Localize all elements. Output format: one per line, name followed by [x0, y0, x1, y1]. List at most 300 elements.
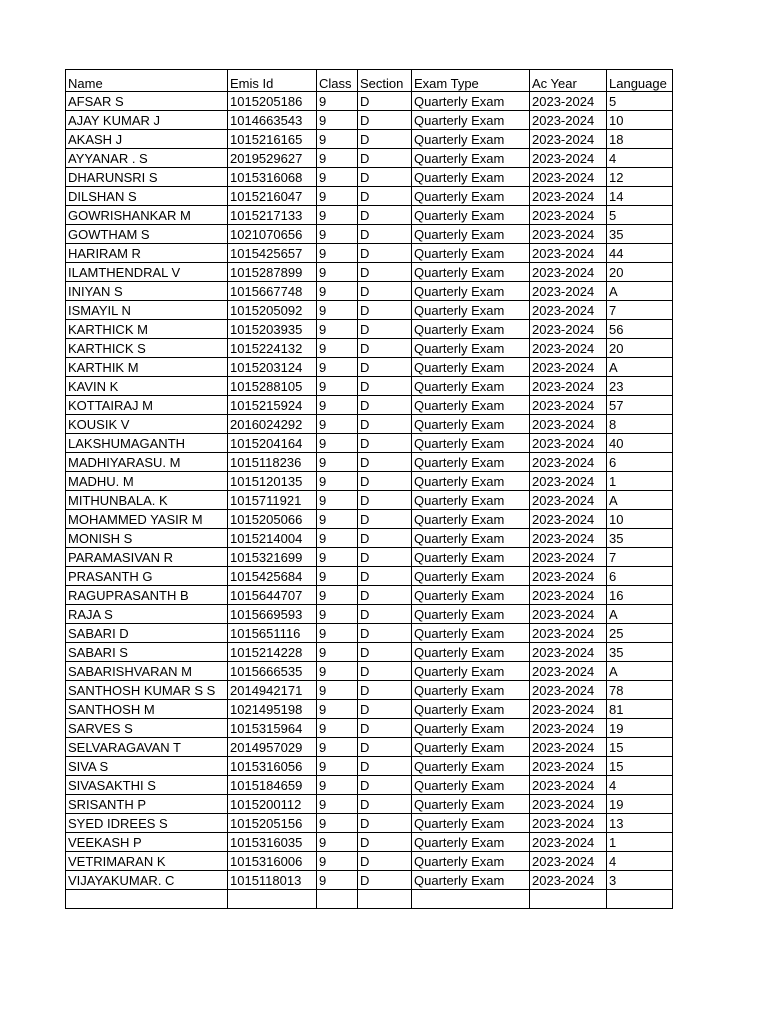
blank-cell [317, 890, 358, 909]
blank-row [66, 890, 673, 909]
cell-language: 20 [607, 339, 673, 358]
cell-exam-type: Quarterly Exam [412, 263, 530, 282]
table-row [66, 548, 673, 567]
column-header-section: Section [358, 70, 412, 92]
cell-class: 9 [317, 187, 358, 206]
cell-ac-year: 2023-2024 [530, 567, 607, 586]
cell-section: D [358, 263, 412, 282]
cell-class: 9 [317, 320, 358, 339]
cell-emis-id: 1015316068 [228, 168, 317, 187]
cell-emis-id: 1015425657 [228, 244, 317, 263]
cell-section: D [358, 358, 412, 377]
cell-ac-year: 2023-2024 [530, 643, 607, 662]
cell-ac-year: 2023-2024 [530, 662, 607, 681]
cell-exam-type: Quarterly Exam [412, 396, 530, 415]
table-row [66, 244, 673, 263]
cell-name: VEEKASH P [66, 833, 228, 852]
cell-emis-id: 1015315964 [228, 719, 317, 738]
cell-section: D [358, 814, 412, 833]
cell-emis-id: 1015214004 [228, 529, 317, 548]
cell-section: D [358, 472, 412, 491]
cell-exam-type: Quarterly Exam [412, 776, 530, 795]
cell-class: 9 [317, 548, 358, 567]
cell-class: 9 [317, 168, 358, 187]
cell-name: SIVA S [66, 757, 228, 776]
cell-section: D [358, 168, 412, 187]
cell-exam-type: Quarterly Exam [412, 92, 530, 111]
cell-language: 78 [607, 681, 673, 700]
cell-language: A [607, 282, 673, 301]
cell-class: 9 [317, 396, 358, 415]
cell-language: 15 [607, 757, 673, 776]
cell-section: D [358, 453, 412, 472]
cell-class: 9 [317, 263, 358, 282]
cell-exam-type: Quarterly Exam [412, 491, 530, 510]
cell-exam-type: Quarterly Exam [412, 586, 530, 605]
cell-class: 9 [317, 586, 358, 605]
cell-exam-type: Quarterly Exam [412, 320, 530, 339]
cell-class: 9 [317, 111, 358, 130]
cell-emis-id: 1015215924 [228, 396, 317, 415]
cell-emis-id: 1015205092 [228, 301, 317, 320]
cell-name: ISMAYIL N [66, 301, 228, 320]
cell-section: D [358, 282, 412, 301]
column-header-exam-type: Exam Type [412, 70, 530, 92]
cell-emis-id: 1015316035 [228, 833, 317, 852]
cell-section: D [358, 377, 412, 396]
cell-class: 9 [317, 814, 358, 833]
table-row [66, 92, 673, 111]
cell-ac-year: 2023-2024 [530, 852, 607, 871]
cell-class: 9 [317, 643, 358, 662]
cell-name: SYED IDREES S [66, 814, 228, 833]
cell-language: 81 [607, 700, 673, 719]
table-row [66, 776, 673, 795]
cell-ac-year: 2023-2024 [530, 187, 607, 206]
cell-section: D [358, 396, 412, 415]
cell-language: 35 [607, 643, 673, 662]
cell-section: D [358, 776, 412, 795]
table-row [66, 567, 673, 586]
cell-emis-id: 1015287899 [228, 263, 317, 282]
cell-ac-year: 2023-2024 [530, 795, 607, 814]
cell-section: D [358, 548, 412, 567]
cell-name: GOWTHAM S [66, 225, 228, 244]
cell-section: D [358, 225, 412, 244]
table-row [66, 871, 673, 890]
cell-language: 12 [607, 168, 673, 187]
cell-ac-year: 2023-2024 [530, 491, 607, 510]
table-row [66, 510, 673, 529]
cell-emis-id: 1015644707 [228, 586, 317, 605]
cell-class: 9 [317, 510, 358, 529]
cell-exam-type: Quarterly Exam [412, 358, 530, 377]
cell-section: D [358, 567, 412, 586]
cell-section: D [358, 795, 412, 814]
cell-section: D [358, 624, 412, 643]
cell-language: A [607, 491, 673, 510]
cell-name: KOUSIK V [66, 415, 228, 434]
cell-ac-year: 2023-2024 [530, 871, 607, 890]
cell-language: A [607, 662, 673, 681]
cell-emis-id: 1015214228 [228, 643, 317, 662]
cell-exam-type: Quarterly Exam [412, 206, 530, 225]
cell-language: 13 [607, 814, 673, 833]
table-row [66, 586, 673, 605]
cell-exam-type: Quarterly Exam [412, 187, 530, 206]
cell-name: PRASANTH G [66, 567, 228, 586]
cell-ac-year: 2023-2024 [530, 776, 607, 795]
cell-class: 9 [317, 453, 358, 472]
cell-name: PARAMASIVAN R [66, 548, 228, 567]
cell-exam-type: Quarterly Exam [412, 567, 530, 586]
cell-emis-id: 1015711921 [228, 491, 317, 510]
cell-language: 19 [607, 795, 673, 814]
cell-class: 9 [317, 282, 358, 301]
cell-exam-type: Quarterly Exam [412, 795, 530, 814]
cell-name: LAKSHUMAGANTH [66, 434, 228, 453]
cell-ac-year: 2023-2024 [530, 111, 607, 130]
cell-language: 4 [607, 776, 673, 795]
cell-ac-year: 2023-2024 [530, 434, 607, 453]
cell-emis-id: 1015669593 [228, 605, 317, 624]
cell-emis-id: 2016024292 [228, 415, 317, 434]
table-row [66, 225, 673, 244]
marks-table [65, 69, 673, 909]
cell-language: 57 [607, 396, 673, 415]
blank-cell [66, 890, 228, 909]
cell-class: 9 [317, 757, 358, 776]
cell-section: D [358, 149, 412, 168]
cell-ac-year: 2023-2024 [530, 149, 607, 168]
cell-exam-type: Quarterly Exam [412, 434, 530, 453]
cell-emis-id: 2014957029 [228, 738, 317, 757]
cell-name: SABARISHVARAN M [66, 662, 228, 681]
cell-exam-type: Quarterly Exam [412, 510, 530, 529]
cell-class: 9 [317, 624, 358, 643]
cell-language: 4 [607, 852, 673, 871]
cell-ac-year: 2023-2024 [530, 206, 607, 225]
cell-class: 9 [317, 92, 358, 111]
cell-exam-type: Quarterly Exam [412, 643, 530, 662]
cell-section: D [358, 605, 412, 624]
table-row [66, 605, 673, 624]
cell-language: 4 [607, 149, 673, 168]
table-row [66, 700, 673, 719]
cell-name: SRISANTH P [66, 795, 228, 814]
table-row [66, 396, 673, 415]
cell-emis-id: 1015425684 [228, 567, 317, 586]
cell-emis-id: 1015316056 [228, 757, 317, 776]
cell-language: 16 [607, 586, 673, 605]
cell-ac-year: 2023-2024 [530, 472, 607, 491]
cell-ac-year: 2023-2024 [530, 624, 607, 643]
cell-class: 9 [317, 567, 358, 586]
cell-emis-id: 1015184659 [228, 776, 317, 795]
cell-section: D [358, 852, 412, 871]
table-row [66, 301, 673, 320]
column-header-name: Name [66, 70, 228, 92]
cell-section: D [358, 681, 412, 700]
table-row [66, 833, 673, 852]
cell-name: SIVASAKTHI S [66, 776, 228, 795]
cell-exam-type: Quarterly Exam [412, 282, 530, 301]
cell-exam-type: Quarterly Exam [412, 244, 530, 263]
cell-exam-type: Quarterly Exam [412, 605, 530, 624]
cell-name: SANTHOSH KUMAR S S [66, 681, 228, 700]
cell-exam-type: Quarterly Exam [412, 681, 530, 700]
cell-emis-id: 1021495198 [228, 700, 317, 719]
cell-language: A [607, 605, 673, 624]
cell-name: INIYAN S [66, 282, 228, 301]
cell-section: D [358, 491, 412, 510]
cell-language: 10 [607, 111, 673, 130]
cell-ac-year: 2023-2024 [530, 700, 607, 719]
cell-language: 18 [607, 130, 673, 149]
cell-ac-year: 2023-2024 [530, 586, 607, 605]
header-row [66, 70, 673, 92]
cell-ac-year: 2023-2024 [530, 605, 607, 624]
cell-emis-id: 1015651116 [228, 624, 317, 643]
cell-class: 9 [317, 206, 358, 225]
cell-name: MOHAMMED YASIR M [66, 510, 228, 529]
cell-class: 9 [317, 871, 358, 890]
cell-emis-id: 1015118236 [228, 453, 317, 472]
cell-class: 9 [317, 700, 358, 719]
cell-name: GOWRISHANKAR M [66, 206, 228, 225]
cell-language: 14 [607, 187, 673, 206]
cell-name: MONISH S [66, 529, 228, 548]
table-row [66, 529, 673, 548]
cell-language: 35 [607, 529, 673, 548]
cell-language: 19 [607, 719, 673, 738]
cell-language: 15 [607, 738, 673, 757]
cell-class: 9 [317, 795, 358, 814]
table-row [66, 339, 673, 358]
cell-language: 7 [607, 548, 673, 567]
cell-name: KARTHIK M [66, 358, 228, 377]
cell-ac-year: 2023-2024 [530, 377, 607, 396]
cell-section: D [358, 301, 412, 320]
cell-class: 9 [317, 339, 358, 358]
cell-emis-id: 1015205156 [228, 814, 317, 833]
cell-section: D [358, 700, 412, 719]
cell-language: 40 [607, 434, 673, 453]
cell-class: 9 [317, 776, 358, 795]
cell-ac-year: 2023-2024 [530, 681, 607, 700]
cell-section: D [358, 92, 412, 111]
cell-name: SANTHOSH M [66, 700, 228, 719]
cell-language: 8 [607, 415, 673, 434]
cell-name: KARTHICK M [66, 320, 228, 339]
table-body [66, 92, 673, 909]
table-row [66, 814, 673, 833]
cell-exam-type: Quarterly Exam [412, 130, 530, 149]
table-row [66, 852, 673, 871]
cell-class: 9 [317, 681, 358, 700]
cell-exam-type: Quarterly Exam [412, 111, 530, 130]
cell-class: 9 [317, 491, 358, 510]
cell-ac-year: 2023-2024 [530, 719, 607, 738]
cell-name: SABARI D [66, 624, 228, 643]
cell-emis-id: 1015204164 [228, 434, 317, 453]
cell-exam-type: Quarterly Exam [412, 662, 530, 681]
table-row [66, 757, 673, 776]
cell-exam-type: Quarterly Exam [412, 149, 530, 168]
cell-language: 1 [607, 472, 673, 491]
cell-section: D [358, 187, 412, 206]
cell-ac-year: 2023-2024 [530, 510, 607, 529]
cell-exam-type: Quarterly Exam [412, 168, 530, 187]
cell-ac-year: 2023-2024 [530, 396, 607, 415]
cell-name: MADHIYARASU. M [66, 453, 228, 472]
cell-exam-type: Quarterly Exam [412, 377, 530, 396]
cell-emis-id: 1015120135 [228, 472, 317, 491]
table-row [66, 187, 673, 206]
cell-name: AFSAR S [66, 92, 228, 111]
cell-name: KAVIN K [66, 377, 228, 396]
cell-emis-id: 1015205186 [228, 92, 317, 111]
cell-section: D [358, 510, 412, 529]
cell-emis-id: 1015666535 [228, 662, 317, 681]
cell-exam-type: Quarterly Exam [412, 339, 530, 358]
table-row [66, 472, 673, 491]
cell-name: RAGUPRASANTH B [66, 586, 228, 605]
cell-class: 9 [317, 415, 358, 434]
cell-language: 6 [607, 453, 673, 472]
blank-cell [530, 890, 607, 909]
cell-emis-id: 1015205066 [228, 510, 317, 529]
cell-emis-id: 1015200112 [228, 795, 317, 814]
cell-name: KOTTAIRAJ M [66, 396, 228, 415]
cell-class: 9 [317, 719, 358, 738]
cell-ac-year: 2023-2024 [530, 548, 607, 567]
cell-emis-id: 1021070656 [228, 225, 317, 244]
cell-language: 10 [607, 510, 673, 529]
table-row [66, 282, 673, 301]
cell-emis-id: 1015118013 [228, 871, 317, 890]
table-row [66, 206, 673, 225]
cell-class: 9 [317, 434, 358, 453]
cell-emis-id: 1015321699 [228, 548, 317, 567]
cell-ac-year: 2023-2024 [530, 225, 607, 244]
cell-section: D [358, 833, 412, 852]
cell-ac-year: 2023-2024 [530, 757, 607, 776]
cell-language: A [607, 358, 673, 377]
blank-cell [228, 890, 317, 909]
cell-section: D [358, 339, 412, 358]
cell-emis-id: 1015224132 [228, 339, 317, 358]
cell-emis-id: 1015667748 [228, 282, 317, 301]
cell-language: 35 [607, 225, 673, 244]
column-header-ac-year: Ac Year [530, 70, 607, 92]
cell-section: D [358, 111, 412, 130]
cell-emis-id: 1015216165 [228, 130, 317, 149]
table-row [66, 263, 673, 282]
cell-name: MITHUNBALA. K [66, 491, 228, 510]
cell-language: 7 [607, 301, 673, 320]
column-header-emis-id: Emis Id [228, 70, 317, 92]
table-row [66, 434, 673, 453]
cell-section: D [358, 244, 412, 263]
table-row [66, 130, 673, 149]
cell-language: 25 [607, 624, 673, 643]
cell-language: 56 [607, 320, 673, 339]
cell-ac-year: 2023-2024 [530, 358, 607, 377]
table-row [66, 719, 673, 738]
cell-name: SARVES S [66, 719, 228, 738]
cell-ac-year: 2023-2024 [530, 282, 607, 301]
cell-section: D [358, 757, 412, 776]
cell-name: KARTHICK S [66, 339, 228, 358]
cell-ac-year: 2023-2024 [530, 301, 607, 320]
cell-exam-type: Quarterly Exam [412, 871, 530, 890]
cell-ac-year: 2023-2024 [530, 339, 607, 358]
table-row [66, 643, 673, 662]
cell-class: 9 [317, 472, 358, 491]
cell-exam-type: Quarterly Exam [412, 529, 530, 548]
blank-cell [607, 890, 673, 909]
cell-class: 9 [317, 377, 358, 396]
cell-exam-type: Quarterly Exam [412, 757, 530, 776]
cell-ac-year: 2023-2024 [530, 453, 607, 472]
cell-emis-id: 2014942171 [228, 681, 317, 700]
cell-ac-year: 2023-2024 [530, 415, 607, 434]
cell-ac-year: 2023-2024 [530, 814, 607, 833]
cell-class: 9 [317, 301, 358, 320]
cell-language: 5 [607, 206, 673, 225]
cell-emis-id: 1014663543 [228, 111, 317, 130]
cell-section: D [358, 719, 412, 738]
cell-name: ILAMTHENDRAL V [66, 263, 228, 282]
cell-section: D [358, 662, 412, 681]
table-row [66, 662, 673, 681]
cell-language: 6 [607, 567, 673, 586]
cell-emis-id: 1015216047 [228, 187, 317, 206]
cell-class: 9 [317, 852, 358, 871]
cell-emis-id: 1015203124 [228, 358, 317, 377]
cell-class: 9 [317, 149, 358, 168]
cell-language: 44 [607, 244, 673, 263]
cell-ac-year: 2023-2024 [530, 130, 607, 149]
cell-name: VIJAYAKUMAR. C [66, 871, 228, 890]
cell-name: SABARI S [66, 643, 228, 662]
table-row [66, 358, 673, 377]
cell-section: D [358, 434, 412, 453]
cell-name: SELVARAGAVAN T [66, 738, 228, 757]
cell-name: MADHU. M [66, 472, 228, 491]
cell-emis-id: 1015217133 [228, 206, 317, 225]
cell-language: 5 [607, 92, 673, 111]
table-row [66, 453, 673, 472]
cell-name: DHARUNSRI S [66, 168, 228, 187]
column-header-language: Language [607, 70, 673, 92]
cell-language: 3 [607, 871, 673, 890]
cell-exam-type: Quarterly Exam [412, 415, 530, 434]
cell-ac-year: 2023-2024 [530, 168, 607, 187]
cell-ac-year: 2023-2024 [530, 244, 607, 263]
cell-exam-type: Quarterly Exam [412, 833, 530, 852]
column-header-class: Class [317, 70, 358, 92]
cell-exam-type: Quarterly Exam [412, 814, 530, 833]
table-row [66, 149, 673, 168]
cell-exam-type: Quarterly Exam [412, 301, 530, 320]
cell-class: 9 [317, 833, 358, 852]
cell-language: 20 [607, 263, 673, 282]
cell-exam-type: Quarterly Exam [412, 225, 530, 244]
cell-section: D [358, 586, 412, 605]
cell-class: 9 [317, 529, 358, 548]
